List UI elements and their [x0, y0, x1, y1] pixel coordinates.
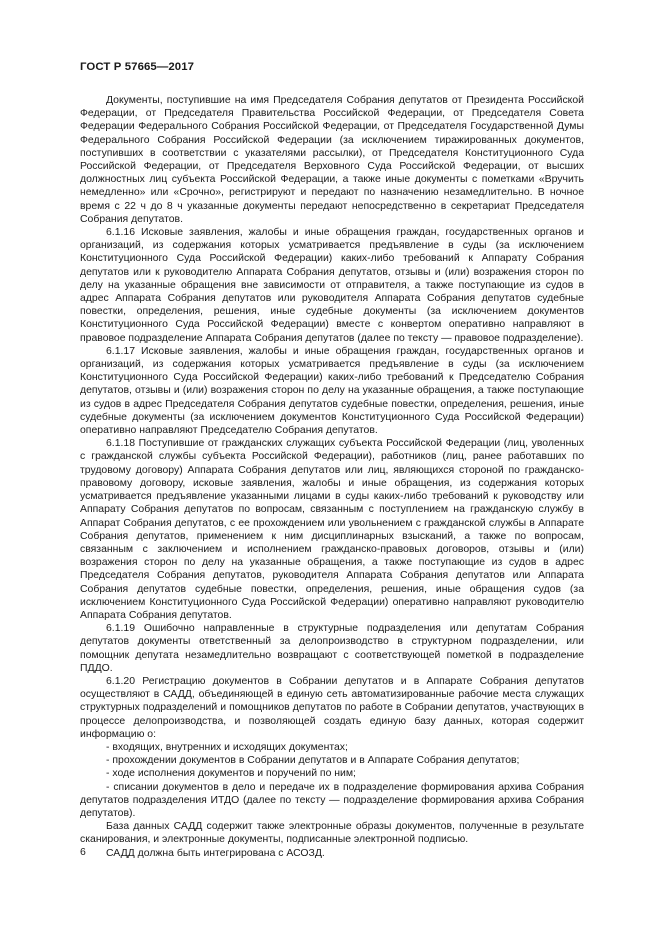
paragraph-6-1-19: 6.1.19 Ошибочно направленные в структурные подразделения или депутатам Собрания депутатов документы ответственный за делопроизводство в структурном подразделении, или помощник депутата незамедлительно возвращают с соответствующей пометкой в подразделение ПДДО. [80, 623, 584, 674]
list-item: - ходе исполнения документов и поручений по ним; [106, 768, 356, 780]
paragraph-6-1-18: 6.1.18 Поступившие от гражданских служащих субъекта Российской Федерации (лиц, уволенных с гражданской службы субъекта Российской Федерации), работников (лиц, ранее работавших по трудовому договору) Аппарата Собрания депутатов или лиц, являющихся стороной по гражданско-правовому договору, исковые заявления, жалобы и иные обращения, из содержания которых усматривается предъявление указанными лицами в суды каких-либо требований к руководству или Аппарату Собрания депутатов по вопросам, связанным с поступлением на гражданскую службу в Аппарат Собрания депутатов, с ее прохождением или увольнением с гражданской службы в Аппарате Собрания депутатов, применением к ним дисциплинарных взысканий, а также по вопросам, связанным с заключением и исполнением гражданско-правовых договоров, отзывы и (или) возражения сторон по делу на указанные обращения, а также поступающие из судов в адрес Председателя Собрания депутатов, руководителя Аппарата Собрания депутатов или Аппарата Собрания депутатов судебные повестки, определения, решения, иные обращения судов (за исключением Конституционного Суда Российской Федерации) оперативно направляют руководителю Аппарата Собрания депутатов. [80, 438, 584, 621]
list-item: - входящих, внутренних и исходящих документах; [106, 741, 348, 753]
paragraph-intro: Документы, поступившие на имя Председателя Собрания депутатов от Президента Российской Федерации, от Председателя Правительства Российской Федерации, от Председателя Совета Федерации Федерального Собрания Российской Федерации, от Председателя Государственной Думы Федерального Собрания Российской Федерации (за исключением тиражированных документов, поступивших в соответствии с указателями рассылки), от Председателя Конституционного Суда Российской Федерации, от Председателя Верховного Суда Российской Федерации, от высших должностных лиц субъекта Российской Федерации, а также иные документы с пометками «Вручить немедленно» или «Срочно», регистрируют и передают по назначению незамедлительно. В ночное время с 22 ч до 8 ч указанные документы передают непосредственно в секретариат Председателя Собрания депутатов. [80, 95, 584, 225]
paragraph-6-1-16: 6.1.16 Исковые заявления, жалобы и иные обращения граждан, государственных органов и организаций, из содержания которых усматривается предъявление в суды (за исключением Конституционного Суда Российской Федерации) каких-либо требований к Аппарату Собрания депутатов или к руководителю Аппарата Собрания депутатов, отзывы и (или) возражения сторон по делу на указанные обращения вне зависимости от отправителя, а также поступающие из судов в адрес Аппарата Собрания депутатов или руководителя Аппарата Собрания депутатов судебные повестки, определения, решения, иные судебные документы (за исключением документов Конституционного Суда Российской Федерации) вместе с конвертом оперативно направляют в правовое подразделение Аппарата Собрания депутатов (далее по тексту — правовое подразделение). [80, 227, 584, 344]
list-item: - прохождении документов в Собрании депутатов и в Аппарате Собрания депутатов; [106, 755, 520, 767]
page-number: 6 [80, 846, 86, 858]
paragraph-integration: САДД должна быть интегрирована с АСОЗД. [106, 847, 325, 859]
paragraph-database: База данных САДД содержит также электронные образы документов, полученные в результате сканирования, и электронные документы, подписанные электронной подписью. [80, 821, 584, 846]
list-item: - списании документов в дело и передаче их в подразделение формирования архива Собрания депутатов подразделения ИТДО (далее по тексту — подразделение формирования архива Собрания депутатов). [80, 781, 584, 819]
paragraph-6-1-20: 6.1.20 Регистрацию документов в Собрании депутатов и в Аппарате Собрания депутатов осуществляют в САДД, объединяющей в единую сеть автоматизированные рабочие места служащих структурных подразделений и помощников депутатов по работе в Собрании депутатов, участвующих в процессе делопроизводства, и позволяющей создать единую базу данных, которая содержит информацию о: [80, 675, 584, 740]
standard-header: ГОСТ Р 57665—2017 [80, 61, 195, 73]
document-body [80, 94, 584, 860]
paragraph-6-1-17: 6.1.17 Исковые заявления, жалобы и иные обращения граждан, государственных органов и организаций, из содержания которых усматривается предъявление в суды (за исключением Конституционного Суда Российской Федерации) каких-либо требований к Председателю Собрания депутатов, отзывы и (или) возражения сторон по делу на указанные обращения, а также поступающие из судов в адрес Председателя Собрания депутатов судебные повестки, определения, решения, иные судебные документы (за исключением документов Конституционного Суда Российской Федерации) оперативно направляют Председателю Собрания депутатов. [80, 345, 584, 437]
